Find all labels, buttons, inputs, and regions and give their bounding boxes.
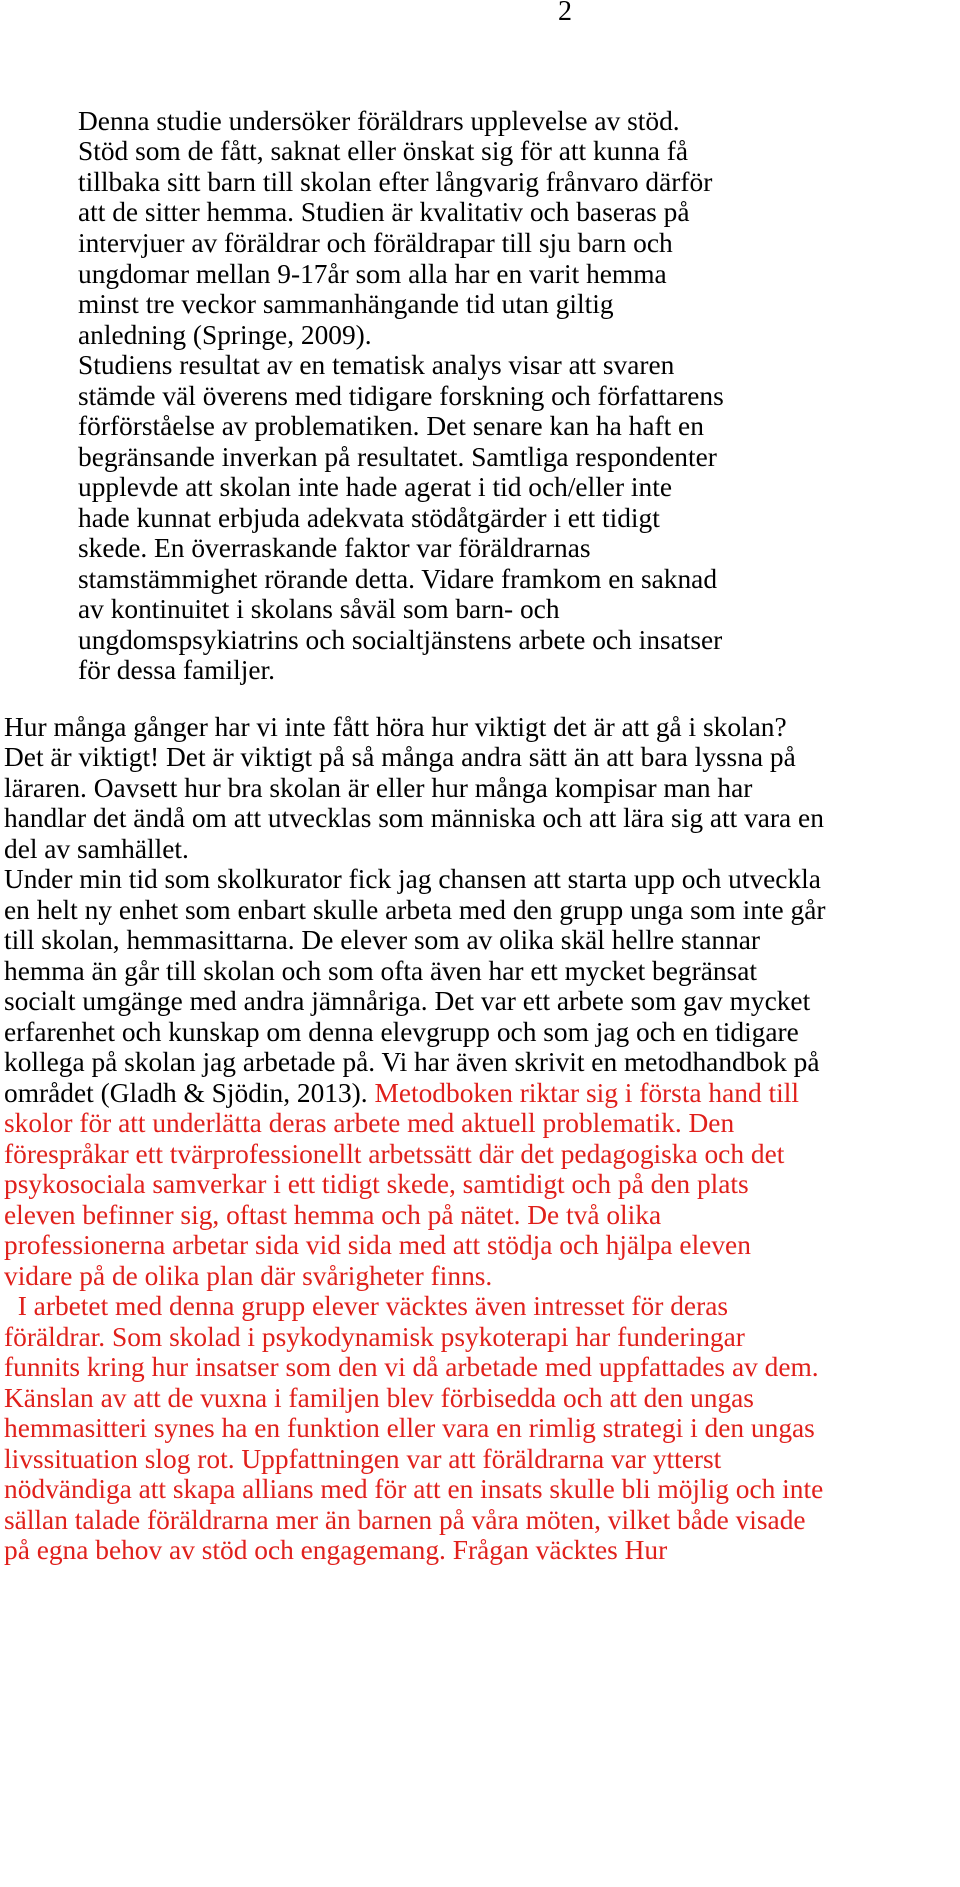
body-text: erfarenhet och kunskap om denna elevgrupp och som jag och en tidigare [4, 1017, 799, 1047]
body-text: del av samhället. [4, 834, 189, 864]
body-text: handlar det ändå om att utvecklas som människa och att lära sig att vara en [4, 803, 824, 833]
body-highlight-text: funnits kring hur insatser som den vi då arbetade med uppfattades av dem. [4, 1352, 819, 1382]
abstract-line: ungdomspsykiatrins och socialtjänstens arbete och insatser [78, 625, 723, 655]
body-highlight-text: vidare på de olika plan där svårigheter finns. [4, 1261, 493, 1291]
body-highlight-text: sällan talade föräldrarna mer än barnen på våra möten, vilket både visade [4, 1505, 806, 1535]
body-highlight-text: Känslan av att de vuxna i familjen blev förbisedda och att den ungas [4, 1383, 754, 1413]
body-highlight-text: professionerna arbetar sida vid sida med att stödja och hjälpa eleven [4, 1230, 751, 1260]
abstract-line: begränsande inverkan på resultatet. Samtliga respondenter [78, 442, 717, 472]
body-text: området (Gladh & Sjödin, 2013). [4, 1078, 375, 1108]
body-text: Det är viktigt! Det är viktigt på så många andra sätt än att bara lyssna på [4, 742, 796, 772]
body-text: en helt ny enhet som enbart skulle arbeta med den grupp unga som inte går [4, 895, 826, 925]
abstract-line: ungdomar mellan 9-17år som alla har en varit hemma [78, 259, 667, 289]
body-text: Under min tid som skolkurator fick jag chansen att starta upp och utveckla [4, 864, 821, 894]
abstract-line: minst tre veckor sammanhängande tid utan giltig [78, 289, 614, 319]
abstract-line: hade kunnat erbjuda adekvata stödåtgärder i ett tidigt [78, 503, 660, 533]
body-highlight-text: nödvändiga att skapa allians med för att en insats skulle bli möjlig och inte [4, 1474, 824, 1504]
body-highlight-text: förespråkar ett tvärprofessionellt arbetssätt där det pedagogiska och det [4, 1139, 785, 1169]
body-text: kollega på skolan jag arbetade på. Vi har även skrivit en metodhandbok på [4, 1047, 820, 1077]
body-highlight-text: hemmasitteri synes ha en funktion eller vara en rimlig strategi i den ungas [4, 1413, 815, 1443]
body-text: socialt umgänge med andra jämnåriga. Det var ett arbete som gav mycket [4, 986, 811, 1016]
body-highlight-text: föräldrar. Som skolad i psykodynamisk psykoterapi har funderingar [4, 1322, 745, 1352]
body-text: läraren. Oavsett hur bra skolan är eller hur många kompisar man har [4, 773, 753, 803]
body-text: hemma än går till skolan och som ofta även har ett mycket begränsat [4, 956, 757, 986]
body-highlight-text: I arbetet med denna grupp elever väcktes även intresset för deras [4, 1291, 729, 1321]
abstract-line: Denna studie undersöker föräldrars upplevelse av stöd. [78, 106, 680, 136]
abstract-line: intervjuer av föräldrar och föräldrapar till sju barn och [78, 228, 673, 258]
body-line [4, 1532, 667, 1568]
abstract-line: tillbaka sitt barn till skolan efter långvarig frånvaro därför [78, 167, 713, 197]
abstract-line: anledning (Springe, 2009). [78, 320, 372, 350]
body-text: Hur många gånger har vi inte fått höra hur viktigt det är att gå i skolan? [4, 712, 787, 742]
body-highlight-text: Metodboken riktar sig i första hand till [374, 1078, 799, 1108]
abstract-line: stämde väl överens med tidigare forskning och författarens [78, 381, 724, 411]
body-highlight-text: på egna behov av stöd och engagemang. Frågan väcktes Hur [4, 1535, 668, 1565]
abstract-line: av kontinuitet i skolans såväl som barn- och [78, 594, 560, 624]
body-text: till skolan, hemmasittarna. De elever som av olika skäl hellre stannar [4, 925, 761, 955]
body-highlight-text: psykosociala samverkar i ett tidigt skede, samtidigt och på den plats [4, 1169, 749, 1199]
abstract-line: stamstämmighet rörande detta. Vidare framkom en saknad [78, 564, 718, 594]
abstract-line: förförståelse av problematiken. Det senare kan ha haft en [78, 411, 704, 441]
abstract-line: upplevde att skolan inte hade agerat i tid och/eller inte [78, 472, 673, 502]
body-highlight-text: skolor för att underlätta deras arbete med aktuell problematik. Den [4, 1108, 735, 1138]
abstract-line: att de sitter hemma. Studien är kvalitativ och baseras på [78, 197, 690, 227]
abstract-line: Studiens resultat av en tematisk analys visar att svaren [78, 350, 675, 380]
abstract-line: skede. En överraskande faktor var föräldrarnas [78, 533, 591, 563]
abstract-line: för dessa familjer. [78, 655, 275, 685]
page-number: 2 [558, 0, 572, 27]
abstract-line: Stöd som de fått, saknat eller önskat sig för att kunna få [78, 136, 689, 166]
body-highlight-text: eleven befinner sig, oftast hemma och på nätet. De två olika [4, 1200, 662, 1230]
body-highlight-text: livssituation slog rot. Uppfattningen var att föräldrarna var ytterst [4, 1444, 722, 1474]
